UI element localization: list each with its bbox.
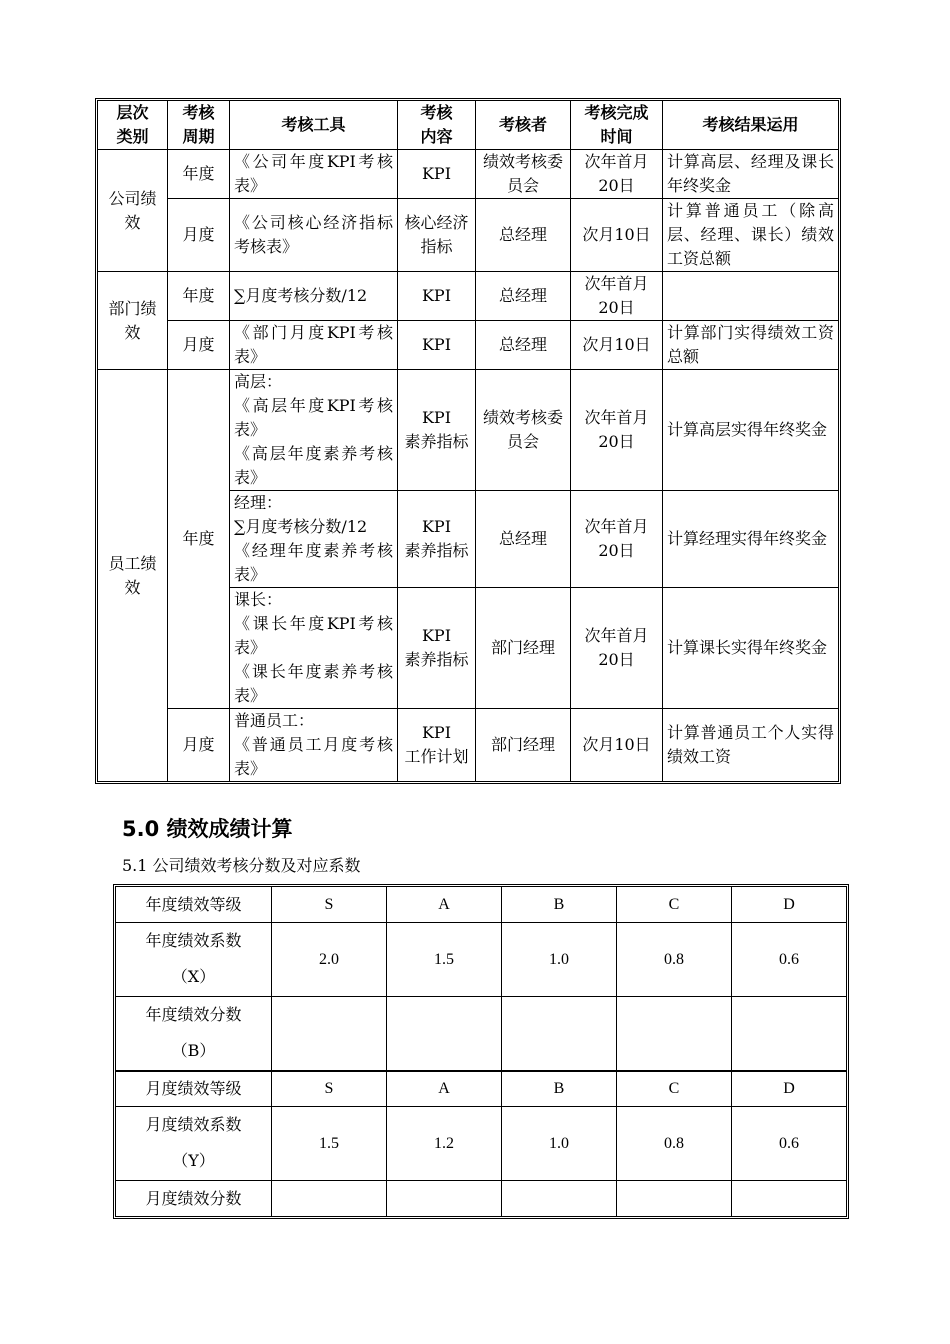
content-cell: KPI 素养指标 (398, 588, 476, 709)
grade-cell: A (387, 1071, 502, 1107)
tool-cell: 《公司年度KPI考核表》 (230, 150, 398, 199)
content-cell: KPI (398, 321, 476, 370)
tool-cell: 《公司核心经济指标考核表》 (230, 199, 398, 272)
table-row (98, 272, 839, 321)
period-cell: 年度 (168, 370, 230, 709)
use-cell: 计算高层、经理及课长年终奖金 (663, 150, 839, 199)
coefficient-table (115, 886, 847, 1217)
time-cell: 次年首月20日 (571, 588, 663, 709)
header-row (98, 101, 839, 150)
grade-cell: B (502, 887, 617, 923)
table-row (98, 370, 839, 491)
time-cell: 次年首月20日 (571, 150, 663, 199)
score-cell (732, 1181, 847, 1217)
table-row (98, 199, 839, 272)
table-row (116, 1107, 847, 1181)
coef-cell: 0.8 (617, 923, 732, 997)
coef-cell: 0.8 (617, 1107, 732, 1181)
row-label: 年度绩效分数 （B） (116, 997, 272, 1071)
score-cell (387, 997, 502, 1071)
row-label: 年度绩效系数 （X） (116, 923, 272, 997)
row-label: 月度绩效分数 (116, 1181, 272, 1217)
time-cell: 次月10日 (571, 709, 663, 782)
time-cell: 次年首月20日 (571, 491, 663, 588)
use-cell: 计算普通员工个人实得绩效工资 (663, 709, 839, 782)
coef-cell: 1.5 (387, 923, 502, 997)
coef-cell: 1.5 (272, 1107, 387, 1181)
time-cell: 次年首月20日 (571, 272, 663, 321)
score-cell (502, 997, 617, 1071)
assessor-cell: 总经理 (476, 491, 571, 588)
score-cell (617, 997, 732, 1071)
time-cell: 次月10日 (571, 321, 663, 370)
assessor-cell: 总经理 (476, 321, 571, 370)
time-cell: 次月10日 (571, 199, 663, 272)
table-row (116, 923, 847, 997)
grade-cell: B (502, 1071, 617, 1107)
table-row (98, 150, 839, 199)
coef-cell: 0.6 (732, 923, 847, 997)
period-cell: 月度 (168, 709, 230, 782)
assessment-table (97, 100, 839, 782)
score-cell (732, 997, 847, 1071)
grade-cell: C (617, 887, 732, 923)
row-label: 年度绩效等级 (116, 887, 272, 923)
col-header: 考核 内容 (398, 101, 476, 150)
table-row (116, 1071, 847, 1107)
tool-cell: 高层： 《高层年度KPI考核表》 《高层年度素养考核表》 (230, 370, 398, 491)
time-cell: 次年首月20日 (571, 370, 663, 491)
tool-cell: 《部门月度KPI考核表》 (230, 321, 398, 370)
assessor-cell: 部门经理 (476, 709, 571, 782)
coef-cell: 1.0 (502, 923, 617, 997)
coef-cell: 0.6 (732, 1107, 847, 1181)
use-cell: 计算部门实得绩效工资总额 (663, 321, 839, 370)
col-header: 考核结果运用 (663, 101, 839, 150)
table-row (116, 887, 847, 923)
content-cell: KPI (398, 150, 476, 199)
score-cell (272, 997, 387, 1071)
use-cell: 计算经理实得年终奖金 (663, 491, 839, 588)
score-cell (617, 1181, 732, 1217)
col-header: 考核者 (476, 101, 571, 150)
category-cell: 部门绩效 (98, 272, 168, 370)
score-cell (502, 1181, 617, 1217)
col-header: 层次 类别 (98, 101, 168, 150)
use-cell: 计算普通员工（除高层、经理、课长）绩效工资总额 (663, 199, 839, 272)
assessor-cell: 绩效考核委员会 (476, 150, 571, 199)
use-cell (663, 272, 839, 321)
grade-cell: D (732, 1071, 847, 1107)
period-cell: 月度 (168, 199, 230, 272)
tool-cell: 普通员工： 《普通员工月度考核表》 (230, 709, 398, 782)
assessor-cell: 总经理 (476, 272, 571, 321)
content-cell: KPI 素养指标 (398, 370, 476, 491)
category-cell: 公司绩效 (98, 150, 168, 272)
table-row (98, 321, 839, 370)
grade-cell: D (732, 887, 847, 923)
tool-cell: 经理： ∑月度考核分数/12 《经理年度素养考核表》 (230, 491, 398, 588)
score-cell (387, 1181, 502, 1217)
grade-cell: C (617, 1071, 732, 1107)
table-row (116, 997, 847, 1071)
assessor-cell: 绩效考核委员会 (476, 370, 571, 491)
coef-cell: 1.2 (387, 1107, 502, 1181)
col-header: 考核 周期 (168, 101, 230, 150)
content-cell: 核心经济指标 (398, 199, 476, 272)
section-heading: 5.0 绩效成绩计算 (122, 817, 293, 841)
coef-cell: 2.0 (272, 923, 387, 997)
section-subheading: 5.1 公司绩效考核分数及对应系数 (122, 856, 361, 875)
period-cell: 年度 (168, 272, 230, 321)
table-row (116, 1181, 847, 1217)
period-cell: 月度 (168, 321, 230, 370)
row-label: 月度绩效系数 （Y） (116, 1107, 272, 1181)
col-header: 考核完成 时间 (571, 101, 663, 150)
category-cell: 员工绩效 (98, 370, 168, 782)
score-cell (272, 1181, 387, 1217)
grade-cell: A (387, 887, 502, 923)
content-cell: KPI (398, 272, 476, 321)
row-label: 月度绩效等级 (116, 1071, 272, 1107)
col-header: 考核工具 (230, 101, 398, 150)
grade-cell: S (272, 887, 387, 923)
tool-cell: 课长： 《课长年度KPI考核表》 《课长年度素养考核表》 (230, 588, 398, 709)
use-cell: 计算课长实得年终奖金 (663, 588, 839, 709)
coef-cell: 1.0 (502, 1107, 617, 1181)
grade-cell: S (272, 1071, 387, 1107)
assessor-cell: 部门经理 (476, 588, 571, 709)
content-cell: KPI 工作计划 (398, 709, 476, 782)
tool-cell: ∑月度考核分数/12 (230, 272, 398, 321)
content-cell: KPI 素养指标 (398, 491, 476, 588)
period-cell: 年度 (168, 150, 230, 199)
use-cell: 计算高层实得年终奖金 (663, 370, 839, 491)
table-row (98, 709, 839, 782)
assessor-cell: 总经理 (476, 199, 571, 272)
